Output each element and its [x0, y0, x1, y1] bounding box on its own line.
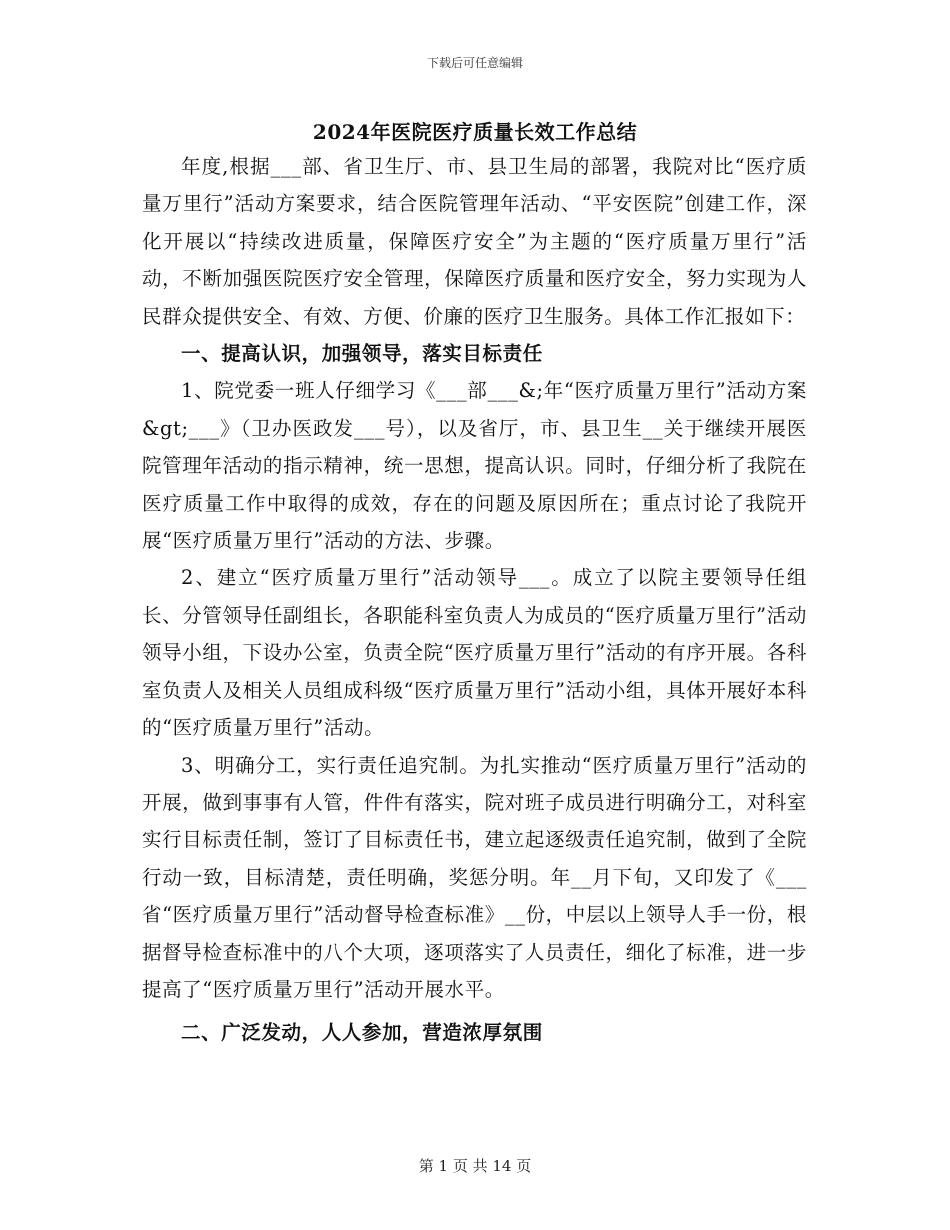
- document-title: 2024年医院医疗质量长效工作总结: [312, 120, 638, 144]
- intro-paragraph: 年度,根据___部、省卫生厅、市、县卫生局的部署，我院对比“医疗质量万里行”活动方案要求，结合医院管理年活动、“平安医院”创建工作，深化开展以“持续改进质量，保障医疗安全”为主题的“医疗质量万里行”活动，不断加强医院医疗安全管理，保障医疗质量和医疗安全，努力实现为人民群众提供安全、有效、方便、价廉的医疗卫生服务。具体工作汇报如下：: [142, 155, 807, 328]
- item-paragraph-3: 3、明确分工，实行责任追究制。为扎实推动“医疗质量万里行”活动的开展，做到事事有人管，件件有落实，院对班子成员进行明确分工，对科室实行目标责任制，签订了目标责任书，建立起逐级责任追究制，做到了全院行动一致，目标清楚，责任明确，奖惩分明。年__月下旬，又印发了《___省“医疗质量万里行”活动督导检查标准》__份，中层以上领导人手一份，根据督导检查标准中的八个大项，逐项落实了人员责任，细化了标准，进一步提高了“医疗质量万里行”活动开展水平。: [142, 753, 807, 1001]
- item-paragraph-2: 2、建立“医疗质量万里行”活动领导___。成立了以院主要领导任组长、分管领导任副组长，各职能科室负责人为成员的“医疗质量万里行”活动领导小组，下设办公室，负责全院“医疗质量万里行”活动的有序开展。各科室负责人及相关人员组成科级“医疗质量万里行”活动小组，具体开展好本科的“医疗质量万里行”活动。: [142, 566, 807, 740]
- item-paragraph-1: 1、院党委一班人仔细学习《___部___&;年“医疗质量万里行”活动方案&gt;___》（卫办医政发___号），以及省厅，市、县卫生__关于继续开展医院管理年活动的指示精神，统一思想，提高认识。同时，仔细分析了我院在医疗质量工作中取得的成效，存在的问题及原因所在；重点讨论了我院开展“医疗质量万里行”活动的方法、步骤。: [142, 379, 807, 553]
- header-note: 下载后可任意编辑: [426, 56, 523, 70]
- section-heading-1: 一、提高认识，加强领导，落实目标责任: [181, 342, 543, 366]
- document-body: [142, 148, 807, 1052]
- page-number-footer: 第 1 页 共 14 页: [418, 1157, 532, 1175]
- section-heading-2: 二、广泛发动，人人参加，营造浓厚氛围: [181, 1021, 543, 1045]
